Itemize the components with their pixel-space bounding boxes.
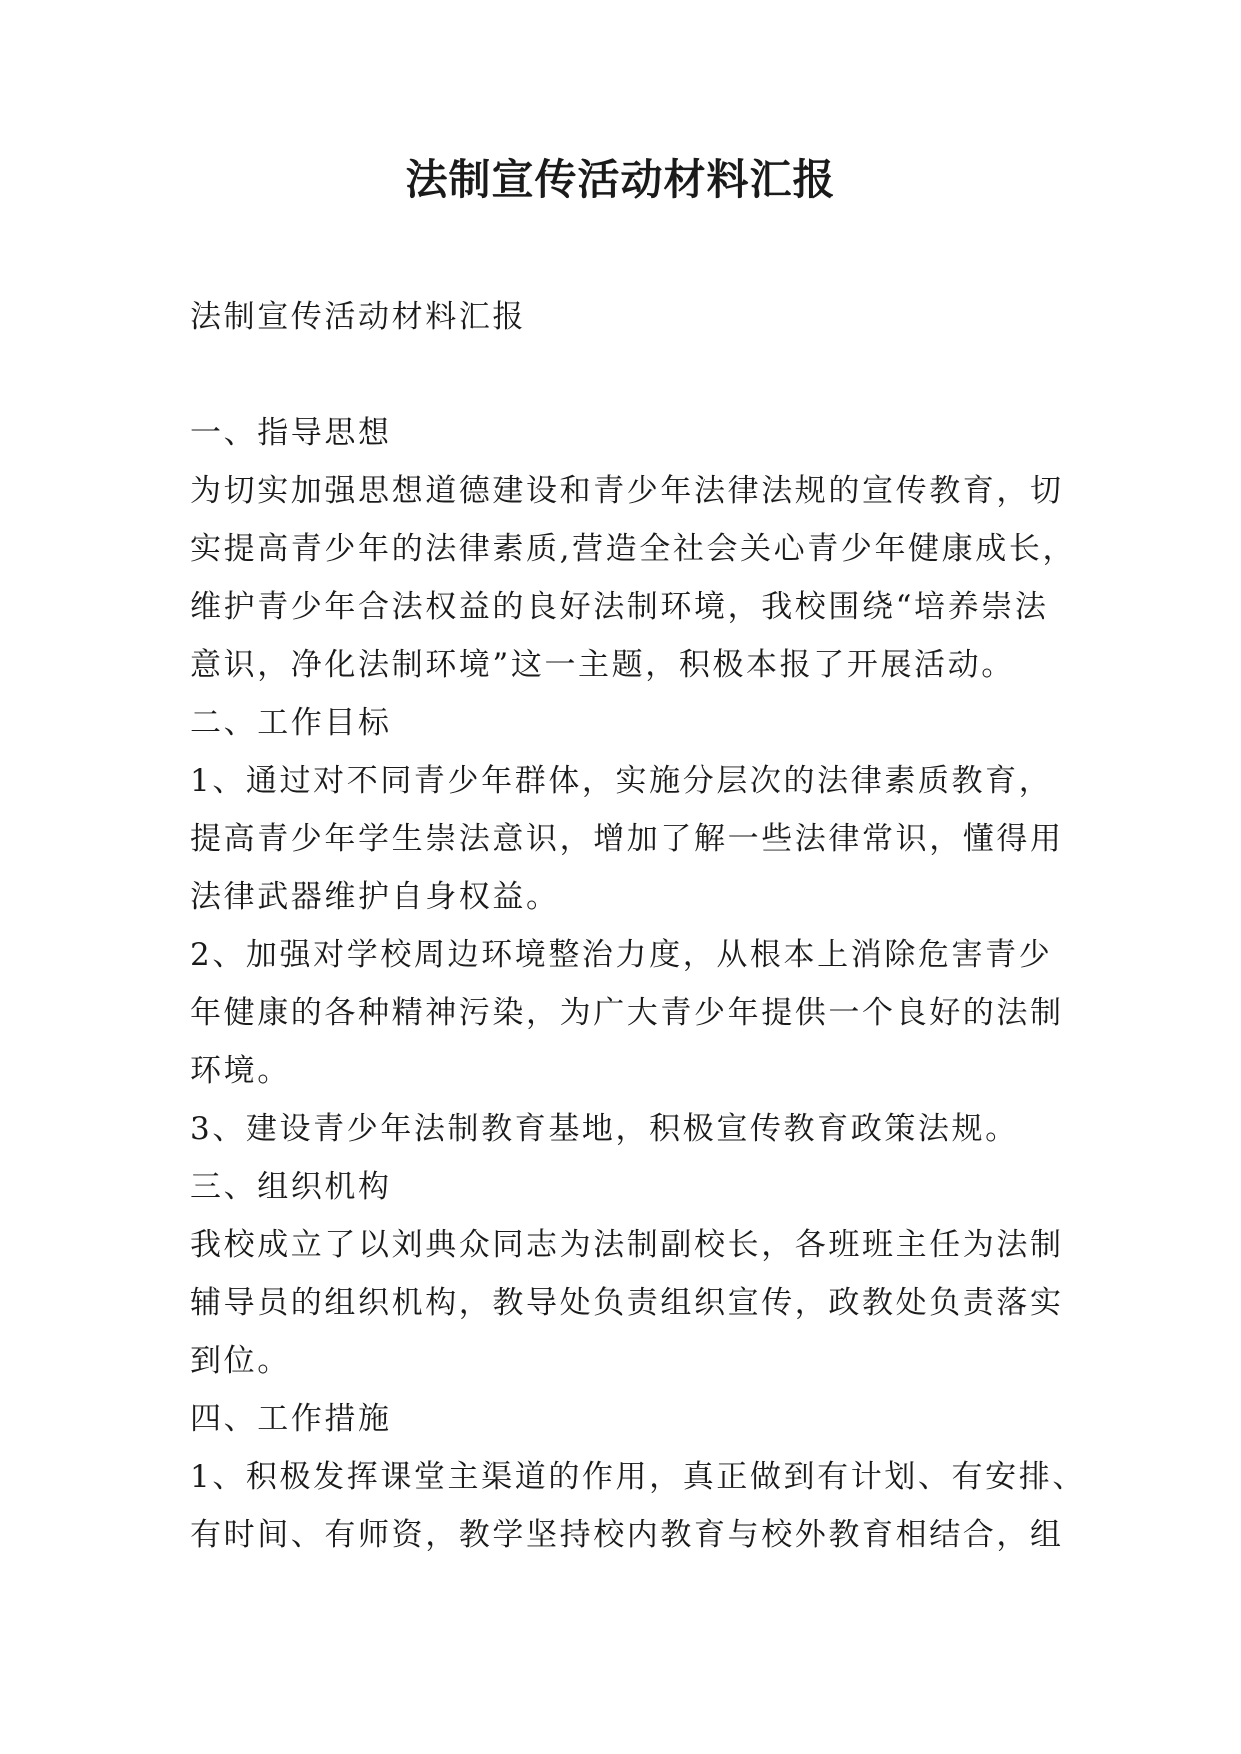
- body-line: 为切实加强思想道德建设和青少年法律法规的宣传教育，切: [190, 473, 1064, 509]
- document-body: [190, 288, 1086, 1564]
- body-line: 意识，净化法制环境”这一主题，积极本报了开展活动。: [190, 647, 1015, 683]
- paragraph-gap: [190, 346, 1070, 404]
- body-line: 1、积极发挥课堂主渠道的作用，真正做到有计划、有安排、: [190, 1459, 1086, 1495]
- section-heading-organization: 三、组织机构: [190, 1169, 392, 1205]
- document-subtitle: 法制宣传活动材料汇报: [190, 299, 526, 335]
- section-heading-guiding-ideology: 一、指导思想: [190, 415, 392, 451]
- body-line: 环境。: [190, 1053, 291, 1089]
- section-heading-work-goals: 二、工作目标: [190, 705, 392, 741]
- body-line: 我校成立了以刘典众同志为法制副校长，各班班主任为法制: [190, 1227, 1064, 1263]
- body-line: 2、加强对学校周边环境整治力度，从根本上消除危害青少: [190, 937, 1053, 973]
- body-line: 维护青少年合法权益的良好法制环境，我校围绕“培养崇法: [190, 589, 1049, 625]
- body-line: 法律武器维护自身权益。: [190, 879, 560, 915]
- body-line: 辅导员的组织机构，教导处负责组织宣传，政教处负责落实: [190, 1285, 1064, 1321]
- body-line: 1、通过对不同青少年群体，实施分层次的法律素质教育，: [190, 763, 1053, 799]
- body-line: 3、建设青少年法制教育基地，积极宣传教育政策法规。: [190, 1111, 1019, 1147]
- body-line: 年健康的各种精神污染，为广大青少年提供一个良好的法制: [190, 995, 1064, 1031]
- body-line: 有时间、有师资，教学坚持校内教育与校外教育相结合，组: [190, 1517, 1064, 1553]
- body-line: 到位。: [190, 1343, 291, 1379]
- body-line: 提高青少年学生崇法意识，增加了解一些法律常识，懂得用: [190, 821, 1064, 857]
- section-heading-work-measures: 四、工作措施: [190, 1401, 392, 1437]
- document-title: 法制宣传活动材料汇报: [405, 155, 836, 204]
- body-line: 实提高青少年的法律素质,营造全社会关心青少年健康成长，: [190, 531, 1077, 567]
